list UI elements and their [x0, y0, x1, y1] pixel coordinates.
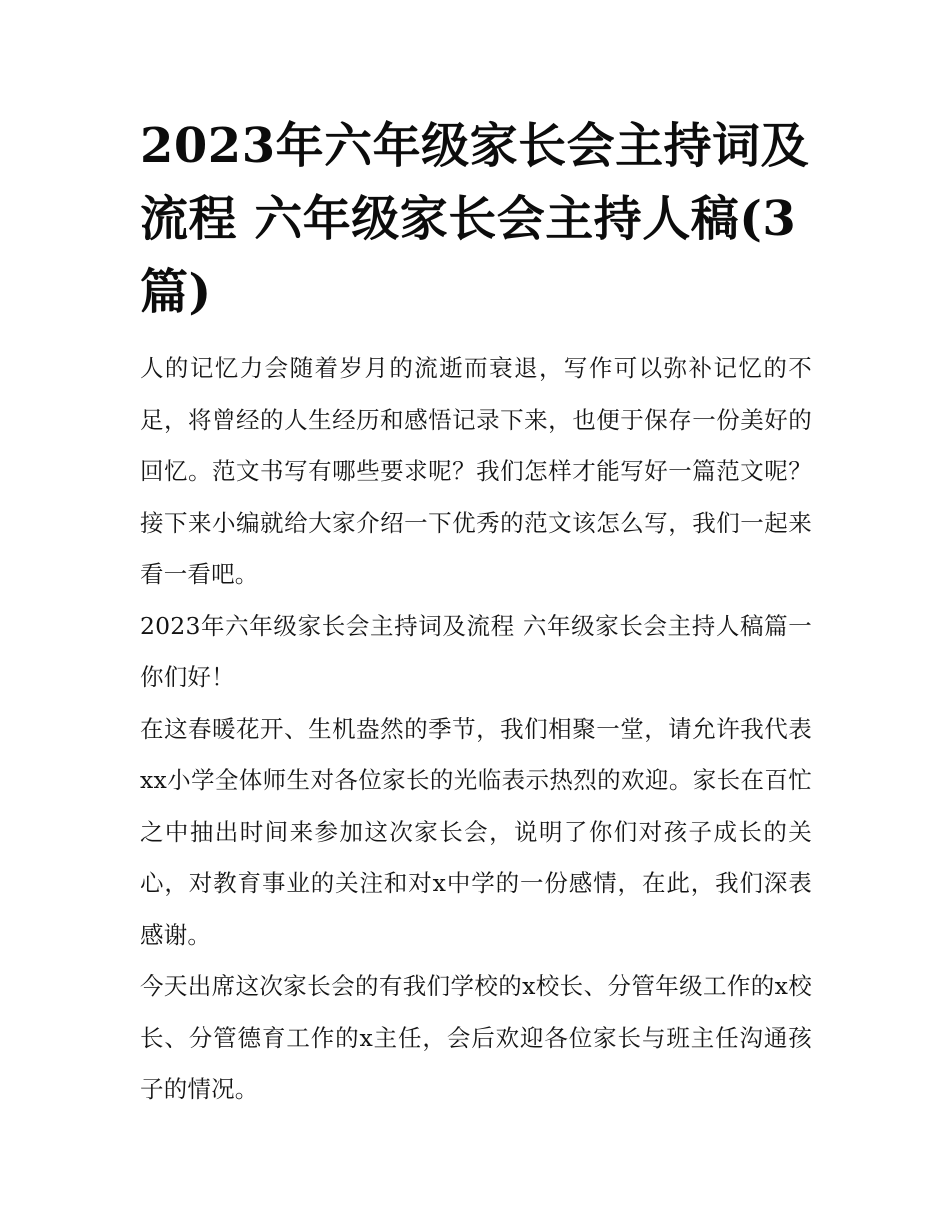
intro-paragraph: 人的记忆力会随着岁月的流逝而衰退，写作可以弥补记忆的不足，将曾经的人生经历和感悟记录下来，也便于保存一份美好的回忆。范文书写有哪些要求呢？我们怎样才能写好一篇范文呢？接下来小编就给大家介绍一下优秀的范文该怎么写，我们一起来看一看吧。: [140, 354, 812, 588]
section-heading-paragraph: 2023年六年级家长会主持词及流程 六年级家长会主持人稿篇一 你们好！: [140, 611, 812, 691]
document-page: [140, 110, 812, 1116]
welcome-paragraph: 在这春暖花开、生机盎然的季节，我们相聚一堂，请允许我代表xx小学全体师生对各位家长的光临表示热烈的欢迎。家长在百忙之中抽出时间来参加这次家长会，说明了你们对孩子成长的关心，对教育事业的关注和对x中学的一份感情，在此，我们深表感谢。: [140, 714, 812, 949]
document-body: [140, 343, 812, 1116]
document-title: 2023年六年级家长会主持词及流程 六年级家长会主持人稿(3篇): [140, 118, 810, 320]
attendees-paragraph: 今天出席这次家长会的有我们学校的x校长、分管年级工作的x校长、分管德育工作的x主任，会后欢迎各位家长与班主任沟通孩子的情况。: [140, 972, 812, 1103]
